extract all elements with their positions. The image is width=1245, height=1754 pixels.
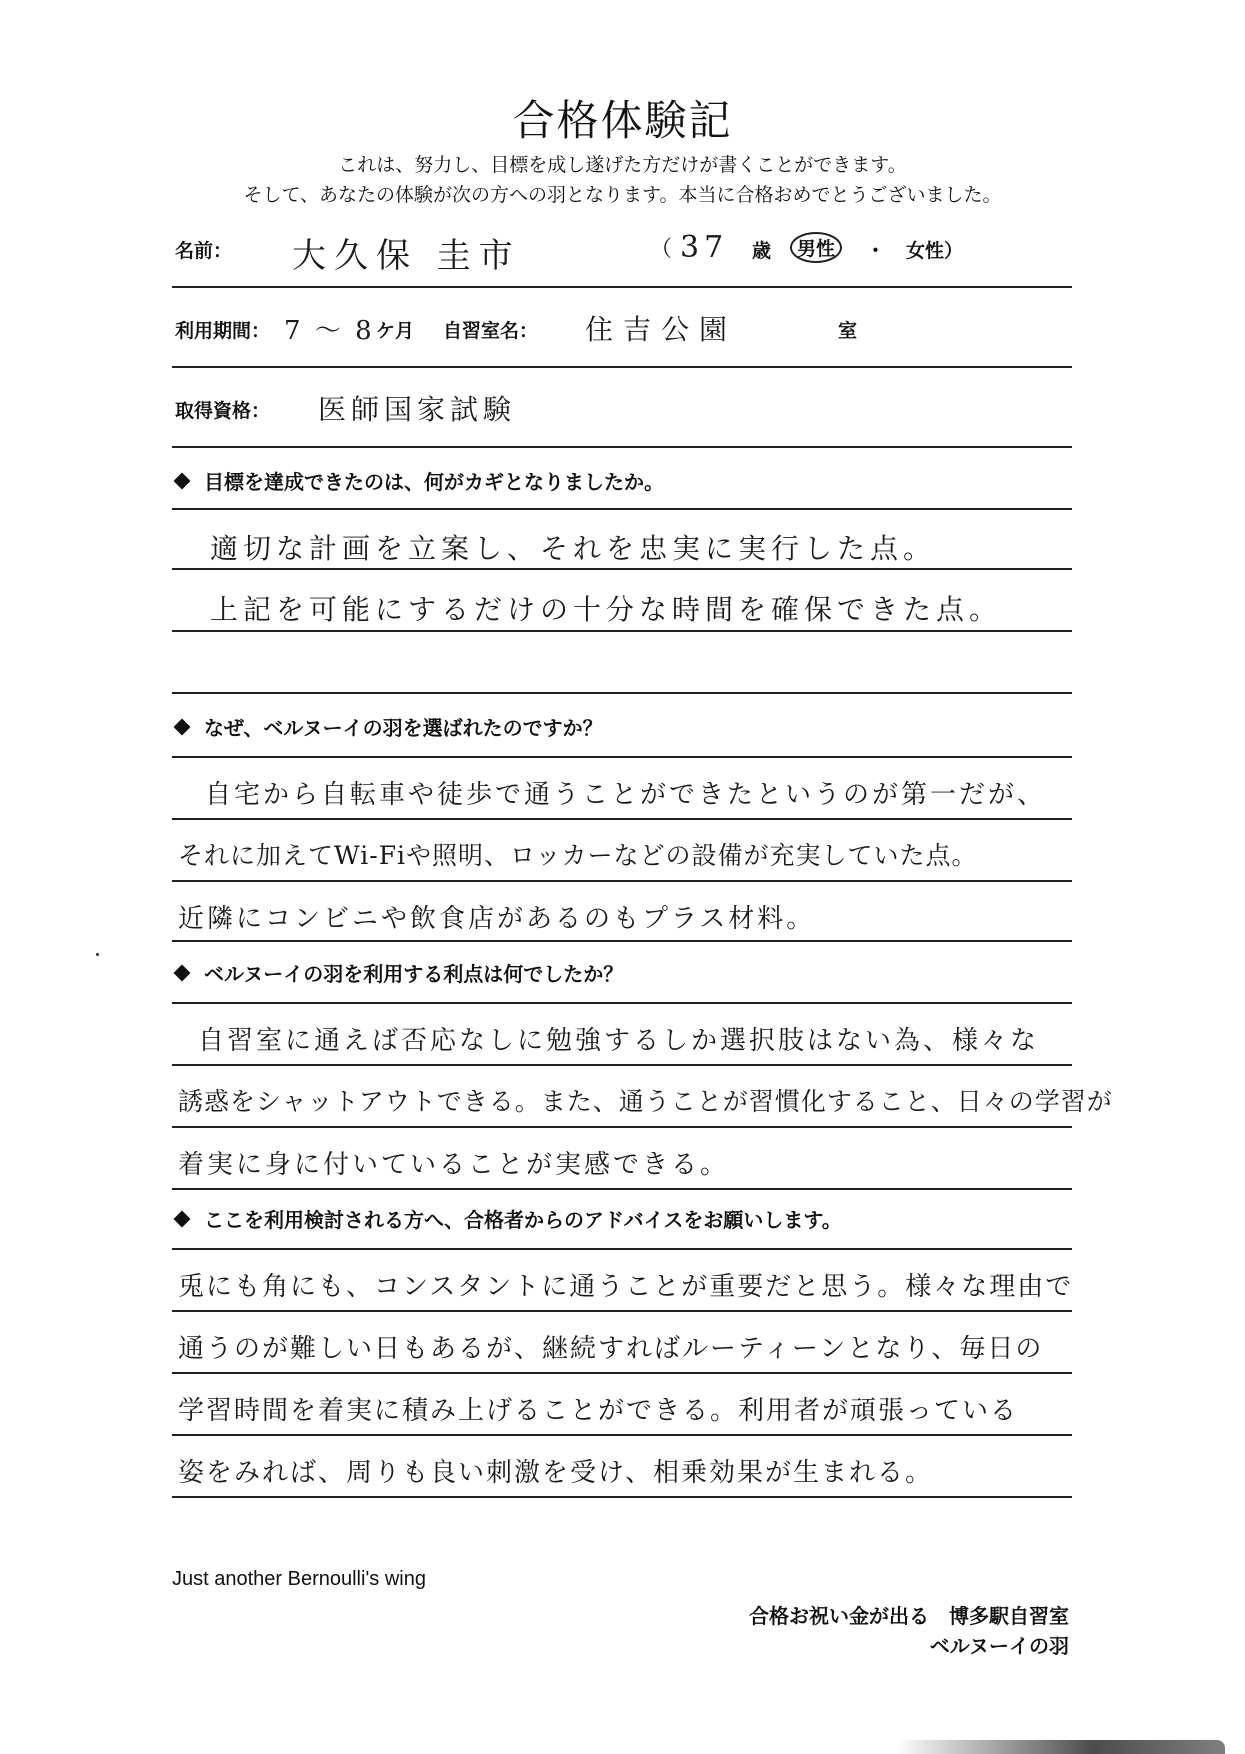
section-2-line-2: それに加えてWi-Fiや照明、ロッカーなどの設備が充実していた点。 xyxy=(178,841,978,870)
rule-s1-1 xyxy=(172,568,1072,570)
period-value: 7 ～ 8 xyxy=(284,316,375,346)
section-3-heading-text: ベルヌーイの羽を利用する利点は何でしたか？ xyxy=(204,962,624,986)
rule-s4-0 xyxy=(172,1248,1072,1250)
age-unit: 歳 xyxy=(752,240,772,262)
section-2-heading-text: なぜ、ベルヌーイの羽を選ばれたのですか？ xyxy=(204,716,603,740)
section-3-line-3: 着実に身に付いていることが実感できる。 xyxy=(178,1150,730,1180)
section-1-line-2: 上記を可能にするだけの十分な時間を確保できた点。 xyxy=(210,593,1003,626)
rule-s2-0 xyxy=(172,756,1072,758)
rule-s3-1 xyxy=(172,1064,1072,1066)
rule-s2-1 xyxy=(172,818,1072,820)
rule-s1-3 xyxy=(172,692,1072,694)
section-3-heading xyxy=(176,958,623,987)
gender-female: 女性） xyxy=(906,240,964,262)
rule-s4-2 xyxy=(172,1372,1072,1374)
rule-period xyxy=(172,366,1072,368)
rule-s4-1 xyxy=(172,1310,1072,1312)
section-1-heading-text: 目標を達成できたのは、何がカギとなりましたか。 xyxy=(204,470,664,494)
section-4-line-3: 学習時間を着実に積み上げることができる。利用者が頑張っている xyxy=(178,1396,1019,1426)
room-suffix: 室 xyxy=(838,320,858,342)
diamond-icon xyxy=(174,1211,191,1228)
page-title: 合格体験記 xyxy=(512,96,733,145)
stray-dot xyxy=(96,953,99,956)
rule-s3-2 xyxy=(172,1126,1072,1128)
rule-name xyxy=(172,286,1072,288)
rule-s1-2 xyxy=(172,630,1072,632)
section-4-line-1: 兎にも角にも、コンスタントに通うことが重要だと思う。様々な理由で xyxy=(178,1272,1074,1302)
section-1-heading xyxy=(176,466,664,495)
name-label: 名前： xyxy=(175,240,233,262)
name-value: 大久保 圭市 xyxy=(292,236,521,276)
diamond-icon xyxy=(174,473,191,490)
gender-separator: ・ xyxy=(866,240,886,262)
period-label: 利用期間： xyxy=(175,320,271,342)
rule-s1-0 xyxy=(172,508,1072,510)
section-2-line-3: 近隣にコンビニや飲食店があるのもプラス材料。 xyxy=(178,904,816,934)
section-1-line-1: 適切な計画を立案し、それを忠実に実行した点。 xyxy=(210,532,937,565)
section-4-heading xyxy=(176,1204,842,1233)
rule-s4-3 xyxy=(172,1434,1072,1436)
rule-s2-2 xyxy=(172,880,1072,882)
qualification-value: 医師国家試験 xyxy=(318,393,517,426)
section-4-heading-text: ここを利用検討される方へ、合格者からのアドバイスをお願いします。 xyxy=(204,1208,842,1232)
footer-slogan: 合格お祝い金が出る 博多駅自習室 xyxy=(749,1604,1069,1628)
section-2-line-1: 自宅から自転車や徒歩で通うことができたというのが第一だが、 xyxy=(205,780,1047,810)
rule-s3-0 xyxy=(172,1002,1072,1004)
intro-line-2: そして、あなたの体験が次の方への羽となります。本当に合格おめでとうございました。 xyxy=(243,184,1002,206)
period-unit: ケ月 xyxy=(376,320,415,342)
age-open: （ xyxy=(650,237,673,262)
diamond-icon xyxy=(174,719,191,736)
section-4-line-2: 通うのが難しい日もあるが、継続すればルーティーンとなり、毎日の xyxy=(178,1334,1044,1364)
footer-tagline: Just another Bernoulli's wing xyxy=(172,1568,426,1590)
room-value: 住吉公園 xyxy=(585,313,738,346)
scan-smudge xyxy=(895,1740,1225,1754)
section-3-line-2: 誘惑をシャットアウトできる。また、通うことが習慣化すること、日々の学習が xyxy=(178,1087,1113,1116)
gender-male xyxy=(790,232,842,263)
diamond-icon xyxy=(174,965,191,982)
section-4-line-4: 姿をみれば、周りも良い刺激を受け、相乗効果が生まれる。 xyxy=(178,1458,933,1488)
rule-s2-3 xyxy=(172,940,1072,942)
age-value: 37 xyxy=(680,230,729,265)
rule-s4-4 xyxy=(172,1496,1072,1498)
section-3-line-1: 自習室に通えば否応なしに勉強するしか選択肢はない為、様々な xyxy=(198,1026,1040,1056)
section-2-heading xyxy=(176,712,603,741)
qualification-label: 取得資格： xyxy=(175,400,271,422)
rule-s3-3 xyxy=(172,1188,1072,1190)
rule-qualification xyxy=(172,446,1072,448)
footer-brand: ベルヌーイの羽 xyxy=(929,1634,1069,1658)
room-label: 自習室名： xyxy=(443,320,539,342)
intro-line-1: これは、努力し、目標を成し遂げた方だけが書くことができます。 xyxy=(338,154,907,176)
gender-male-circled: 男性 xyxy=(790,232,842,263)
